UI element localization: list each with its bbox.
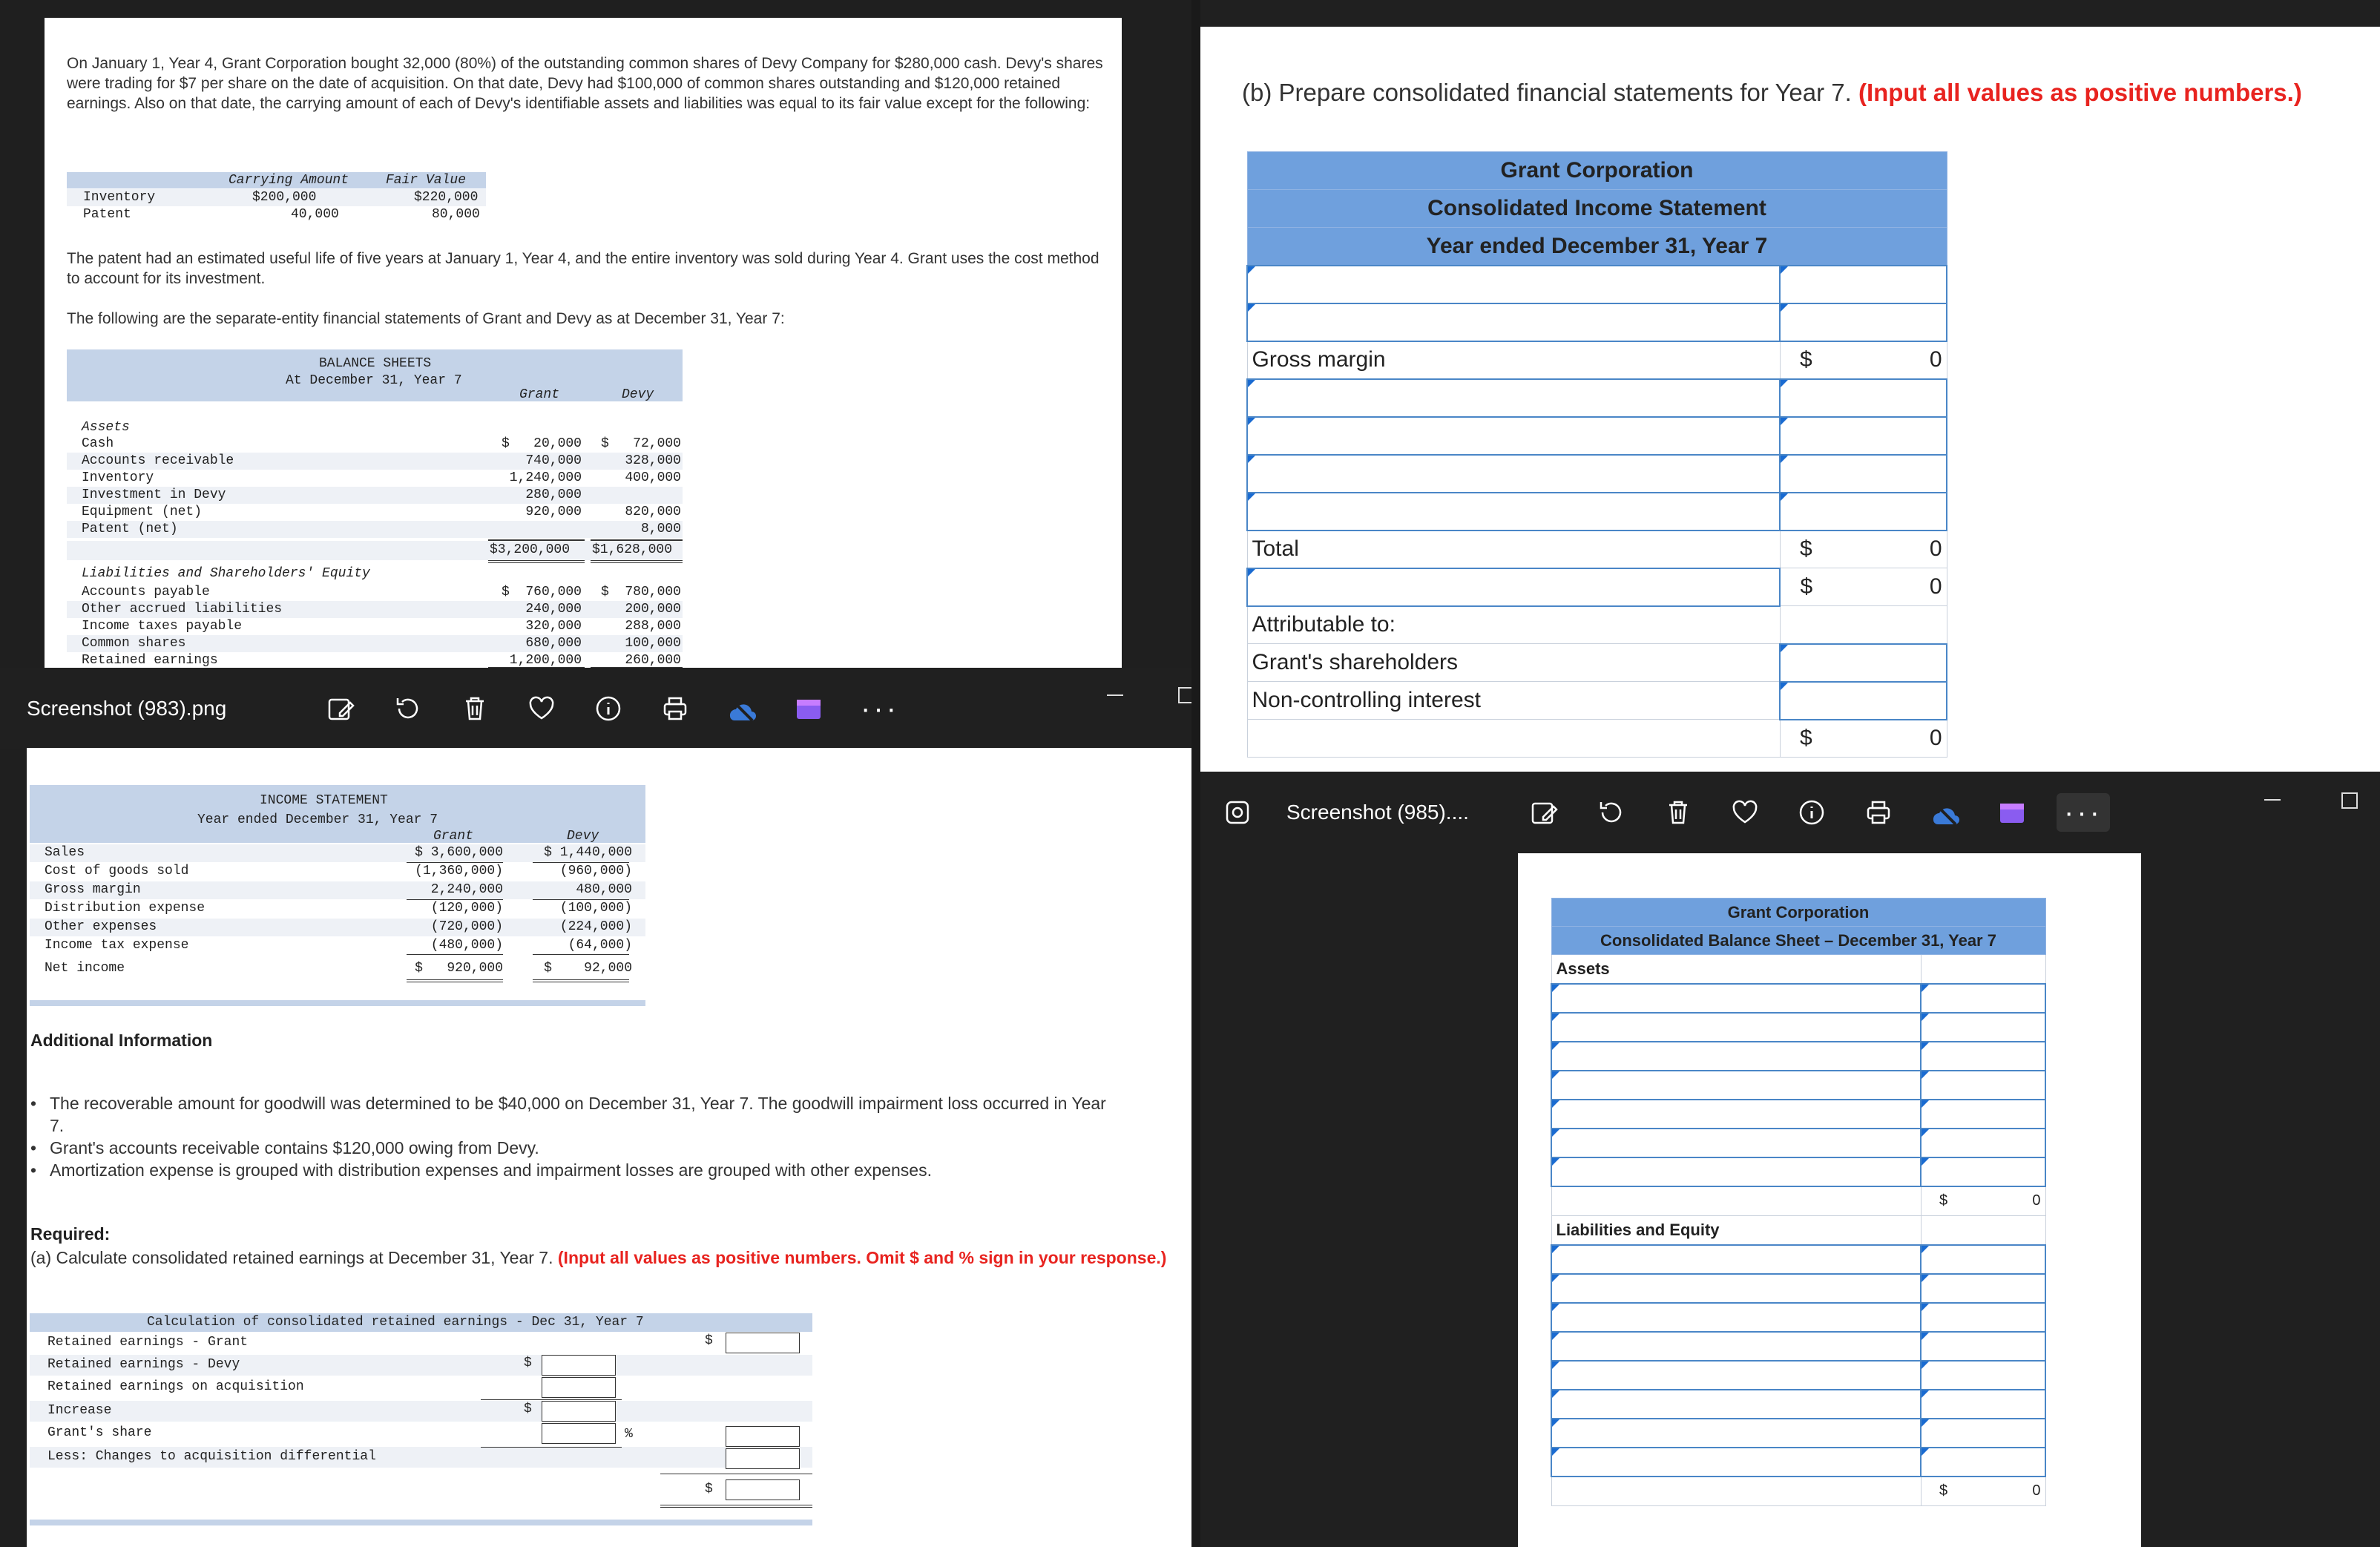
clipchamp-icon[interactable] — [1997, 798, 2027, 827]
row-devy-value: 260,000 — [625, 653, 681, 668]
left-window-titlebar — [0, 668, 1191, 749]
row-grant-value: 1,200,000 — [509, 653, 582, 668]
cbs-amount-input[interactable] — [1921, 1042, 2045, 1071]
bs-assets-label: Assets — [82, 420, 130, 435]
row-grant-value: 280,000 — [525, 487, 582, 502]
row-grant-value: 920,000 — [525, 505, 582, 519]
consolidated-re-input[interactable] — [726, 1479, 800, 1500]
income-row-devy: $ 92,000 — [544, 961, 632, 976]
income-row-label: Net income — [45, 961, 125, 976]
rotate-icon[interactable] — [393, 694, 423, 723]
income-row-label: Gross margin — [45, 882, 141, 897]
cis-amount-input[interactable] — [1780, 303, 1947, 341]
cbs-amount-input[interactable] — [1921, 1419, 2045, 1448]
fv-row-fv: $220,000 — [414, 190, 479, 205]
income-row-label: Distribution expense — [45, 901, 206, 916]
more-options-icon[interactable]: ··· — [2057, 793, 2110, 832]
fv-col-fv: Fair Value — [386, 173, 467, 188]
grant-share-percent-input[interactable] — [542, 1423, 616, 1444]
cbs-label-input[interactable] — [1551, 1390, 1921, 1419]
row-devy-value: 200,000 — [625, 602, 681, 617]
right-window-titlebar — [1200, 772, 2380, 853]
re-grant-input[interactable] — [726, 1333, 800, 1353]
cis-nci-input[interactable] — [1780, 682, 1947, 720]
delete-icon[interactable] — [1663, 798, 1693, 827]
requirement-a-instruction: (Input all values as positive numbers. Omit $ and % sign in your response.) — [557, 1248, 1167, 1267]
bs-assets-total-grant: $3,200,000 — [490, 542, 571, 557]
bs-liab-label: Liabilities and Shareholders' Equity — [82, 566, 370, 581]
cbs-amount-input[interactable] — [1921, 984, 2045, 1013]
row-devy-value: 820,000 — [625, 505, 681, 519]
rotate-icon[interactable] — [1597, 798, 1626, 827]
calc-dollar: $ — [705, 1333, 713, 1348]
row-grant-value: 740,000 — [525, 453, 582, 468]
income-row-devy: (100,000) — [559, 901, 632, 916]
cbs-amount-input[interactable] — [1921, 1013, 2045, 1042]
requirement-b-text: (b) Prepare consolidated financial statements for Year 7. — [1242, 79, 1852, 106]
cis-period: Year ended December 31, Year 7 — [1247, 228, 1947, 266]
cbs-label-input[interactable] — [1551, 1361, 1921, 1390]
row-label: Patent (net) — [82, 522, 178, 536]
income-row-devy: (64,000) — [568, 938, 632, 953]
cbs-label-input[interactable] — [1551, 1419, 1921, 1448]
fv-row-label: Patent — [83, 207, 131, 222]
cbs-amount-input[interactable] — [1921, 1390, 2045, 1419]
income-row-devy: (224,000) — [559, 919, 632, 934]
is-subtitle: Year ended December 31, Year 7 — [197, 812, 438, 827]
cis-gross-margin-value: $ 0 — [1799, 347, 1942, 372]
income-row-label: Sales — [45, 845, 85, 860]
is-col-devy: Devy — [567, 829, 599, 844]
income-row-grant: (480,000) — [430, 938, 503, 953]
cis-attributable-label: Attributable to: — [1247, 606, 1780, 644]
calc-row-label: Less: Changes to acquisition differential — [47, 1449, 376, 1464]
window-title: Screenshot (985).... — [1286, 801, 1469, 824]
row-grant-value: 1,240,000 — [509, 470, 582, 485]
additional-info-title: Additional Information — [30, 1031, 213, 1050]
cis-label-input[interactable] — [1247, 455, 1780, 493]
minimize-icon[interactable] — [2264, 799, 2281, 801]
cis-label-input[interactable] — [1247, 303, 1780, 341]
row-label: Equipment (net) — [82, 505, 203, 519]
row-label: Accounts payable — [82, 585, 210, 600]
cis-label-input[interactable] — [1247, 493, 1780, 531]
row-label: Investment in Devy — [82, 487, 226, 502]
cbs-label-input[interactable] — [1551, 1157, 1921, 1186]
cis-grants-shareholders-label: Grant's shareholders — [1247, 644, 1780, 682]
cbs-label-input[interactable] — [1551, 1274, 1921, 1303]
requirement-a — [30, 1247, 1188, 1269]
cbs-label-input[interactable] — [1551, 1100, 1921, 1129]
income-row-label: Income tax expense — [45, 938, 189, 953]
row-grant-value: 680,000 — [525, 636, 582, 651]
print-icon[interactable] — [1864, 798, 1893, 827]
requirement-a-text: (a) Calculate consolidated retained earnings at December 31, Year 7. — [30, 1248, 553, 1267]
row-grant-value: $ 20,000 — [501, 436, 582, 451]
fv-row-ca: 40,000 — [291, 207, 339, 222]
cbs-label-input[interactable] — [1551, 1332, 1921, 1361]
edit-image-icon[interactable] — [1530, 798, 1559, 827]
cbs-company: Grant Corporation — [1551, 899, 2045, 927]
favorite-heart-icon[interactable] — [527, 694, 556, 723]
cbs-amount-input[interactable] — [1921, 1157, 2045, 1186]
fv-col-ca: Carrying Amount — [229, 173, 349, 188]
patent-text: The patent had an estimated useful life of five years at January 1, Year 4, and the entire inventory was sold during Year 4. Grant uses the cost method to account for its investment. — [67, 250, 1099, 287]
right-top-strip — [1200, 0, 2380, 27]
fv-row-fv: 80,000 — [432, 207, 480, 222]
calc-dollar: $ — [524, 1402, 532, 1416]
cbs-label-input[interactable] — [1551, 1071, 1921, 1100]
cis-amount-input[interactable] — [1780, 493, 1947, 531]
edit-image-icon[interactable] — [326, 694, 356, 723]
row-grant-value: 320,000 — [525, 619, 582, 634]
cis-amount-input[interactable] — [1780, 455, 1947, 493]
income-row-grant: (1,360,000) — [415, 864, 503, 878]
acq-differential-input[interactable] — [726, 1448, 800, 1469]
cbs-amount-input[interactable] — [1921, 1303, 2045, 1332]
more-options-icon[interactable]: ··· — [861, 692, 899, 725]
calc-row-label: Retained earnings - Devy — [47, 1357, 240, 1372]
calc-percent: % — [625, 1427, 633, 1442]
cbs-label-input[interactable] — [1551, 1448, 1921, 1477]
row-devy-value: 328,000 — [625, 453, 681, 468]
cis-amount-input[interactable] — [1780, 379, 1947, 417]
cbs-label-input[interactable] — [1551, 1303, 1921, 1332]
row-devy-value: $ 780,000 — [600, 585, 681, 600]
fv-row-label: Inventory — [83, 190, 156, 205]
balance-sheets-table — [67, 349, 683, 669]
row-devy-value: 8,000 — [640, 522, 681, 536]
left-top-pane — [45, 18, 1122, 668]
row-label: Retained earnings — [82, 653, 218, 668]
clipchamp-icon[interactable] — [794, 694, 824, 723]
cbs-title: Consolidated Balance Sheet – December 31, Year 7 — [1551, 927, 2045, 955]
is-title: INCOME STATEMENT — [260, 793, 388, 808]
cis-company: Grant Corporation — [1247, 152, 1947, 190]
cbs-label-input[interactable] — [1551, 1245, 1921, 1274]
cis-grants-shareholders-input[interactable] — [1780, 644, 1947, 682]
favorite-heart-icon[interactable] — [1730, 798, 1760, 827]
cbs-liab-label: Liabilities and Equity — [1551, 1216, 1921, 1245]
calc-row-label: Increase — [47, 1403, 112, 1418]
photos-app-icon — [1223, 798, 1252, 827]
row-label: Other accrued liabilities — [82, 602, 283, 617]
row-label: Accounts receivable — [82, 453, 234, 468]
cbs-label-input[interactable] — [1551, 1129, 1921, 1157]
is-col-grant: Grant — [433, 829, 474, 844]
cis-nci-label: Non-controlling interest — [1247, 682, 1780, 720]
income-row-grant: $ 3,600,000 — [415, 845, 503, 860]
cbs-label-input[interactable] — [1551, 1042, 1921, 1071]
income-row-grant: (120,000) — [430, 901, 503, 916]
increase-input[interactable] — [542, 1401, 616, 1422]
row-devy-value: 100,000 — [625, 636, 681, 651]
bs-col-grant: Grant — [519, 387, 560, 402]
bs-subtitle: At December 31, Year 7 — [286, 373, 462, 388]
fv-row-ca: $200,000 — [252, 190, 317, 205]
row-label: Cash — [82, 436, 114, 451]
cbs-amount-input[interactable] — [1921, 1361, 2045, 1390]
income-row-label: Other expenses — [45, 919, 157, 934]
row-label: Income taxes payable — [82, 619, 243, 634]
delete-icon[interactable] — [460, 694, 490, 723]
calc-row-label: Grant's share — [47, 1425, 152, 1440]
cis-title: Consolidated Income Statement — [1247, 190, 1947, 228]
bs-title: BALANCE SHEETS — [319, 356, 432, 371]
row-label: Common shares — [82, 636, 186, 651]
income-row-label: Cost of goods sold — [45, 864, 189, 878]
cbs-amount-input[interactable] — [1921, 1100, 2045, 1129]
row-label: Inventory — [82, 470, 154, 485]
calc-row-label: Retained earnings on acquisition — [47, 1379, 304, 1394]
cbs-amount-input[interactable] — [1921, 1274, 2045, 1303]
maximize-icon[interactable] — [2341, 792, 2358, 809]
window-title: Screenshot (983).png — [27, 697, 227, 720]
following-text: The following are the separate-entity financial statements of Grant and Devy as at December 31, Year 7: — [67, 310, 785, 327]
cbs-amount-input[interactable] — [1921, 1071, 2045, 1100]
income-row-devy: $ 1,440,000 — [544, 845, 632, 860]
left-bottom-pane — [27, 748, 1191, 1547]
cbs-amount-input[interactable] — [1921, 1129, 2045, 1157]
cbs-label-input[interactable] — [1551, 984, 1921, 1013]
retained-earnings-calc-table — [30, 1313, 812, 1528]
cbs-amount-input[interactable] — [1921, 1448, 2045, 1477]
requirement-b-instruction: (Input all values as positive numbers.) — [1858, 79, 2302, 106]
cis-total-value: $ 0 — [1799, 536, 1942, 562]
cis-label-input[interactable] — [1247, 266, 1780, 303]
cis-amount-input[interactable] — [1780, 417, 1947, 455]
info-icon[interactable] — [1797, 798, 1827, 827]
row-devy-value: 288,000 — [625, 619, 681, 634]
cbs-amount-input[interactable] — [1921, 1332, 2045, 1361]
calc-row-label: Retained earnings - Grant — [47, 1335, 249, 1350]
right-top-pane — [1200, 27, 2380, 772]
income-statement-table — [30, 785, 645, 1008]
cis-gross-margin-label: Gross margin — [1247, 341, 1780, 379]
calc-dollar: $ — [705, 1482, 713, 1497]
cis-label-input[interactable] — [1247, 568, 1780, 606]
required-label: Required: — [30, 1224, 111, 1244]
income-row-devy: (960,000) — [559, 864, 632, 878]
cbs-total-liab: $ 0 — [1939, 1482, 2041, 1500]
row-grant-value: 240,000 — [525, 602, 582, 617]
row-devy-value: 400,000 — [625, 470, 681, 485]
row-grant-value: $ 760,000 — [501, 585, 582, 600]
cbs-amount-input[interactable] — [1921, 1245, 2045, 1274]
bullet-list: • The recoverable amount for goodwill was determined to be $40,000 on December 31, Year 7. The goodwill impairment loss occurred in Year 7. • Grant's accounts receivable contains $120,000 owing from Devy. • Amortization expense is grouped with distribution expenses and impairment losses are grouped with other expenses. — [30, 1092, 1143, 1181]
fair-value-table — [67, 154, 486, 229]
bullet-item: Grant's accounts receivable contains $120,000 owing from Devy. — [50, 1138, 539, 1157]
minimize-icon[interactable] — [1107, 694, 1123, 696]
cbs-label-input[interactable] — [1551, 1013, 1921, 1042]
requirement-b — [1242, 79, 2302, 107]
cis-net-value: $ 0 — [1800, 574, 1942, 599]
cis-label-input[interactable] — [1247, 379, 1780, 417]
calc-dollar: $ — [524, 1356, 532, 1370]
row-devy-value: $ 72,000 — [600, 436, 681, 451]
bullet-item: The recoverable amount for goodwill was determined to be $40,000 on December 31, Year 7. The goodwill impairment loss occurred in Year 7. — [50, 1094, 1106, 1135]
right-bottom-pane — [1518, 853, 2141, 1547]
bullet-item: Amortization expense is grouped with distribution expenses and impairment losses are grouped with other expenses. — [50, 1160, 932, 1180]
bs-assets-total-devy: $1,628,000 — [592, 542, 673, 557]
bs-col-devy: Devy — [622, 387, 654, 402]
intro-text: On January 1, Year 4, Grant Corporation bought 32,000 (80%) of the outstanding common shares of Devy Company for $280,000 cash. Devy's shares were trading for $7 per share on the date of acquisition. On that date, Devy had $100,000 of common shares outstanding and $120,000 retained earnings. Also on that date, the carrying amount of each of Devy's identifiable assets and liabilities was equal to its fair value except for the following: — [67, 55, 1103, 112]
cbs-assets-label: Assets — [1551, 955, 1921, 984]
income-row-grant: 2,240,000 — [430, 882, 503, 897]
income-row-grant: (720,000) — [430, 919, 503, 934]
onedrive-icon[interactable] — [1930, 798, 1960, 827]
income-row-devy: 480,000 — [576, 882, 632, 897]
cis-total-label: Total — [1247, 531, 1780, 568]
print-icon[interactable] — [660, 694, 690, 723]
cis-amount-input[interactable] — [1780, 266, 1947, 303]
onedrive-icon[interactable] — [727, 694, 757, 723]
cis-label-input[interactable] — [1247, 417, 1780, 455]
consolidated-balance-sheet — [1551, 898, 2046, 1506]
calc-title: Calculation of consolidated retained earnings - Dec 31, Year 7 — [147, 1315, 644, 1330]
grant-share-amount-input[interactable] — [726, 1426, 800, 1447]
re-acquisition-input[interactable] — [542, 1377, 616, 1398]
cbs-total-assets: $ 0 — [1939, 1192, 2041, 1209]
cis-attributable-total: $ 0 — [1799, 726, 1942, 751]
re-devy-input[interactable] — [542, 1355, 616, 1376]
income-row-grant: $ 920,000 — [415, 961, 503, 976]
info-icon[interactable] — [594, 694, 623, 723]
consolidated-income-statement — [1246, 151, 1947, 758]
